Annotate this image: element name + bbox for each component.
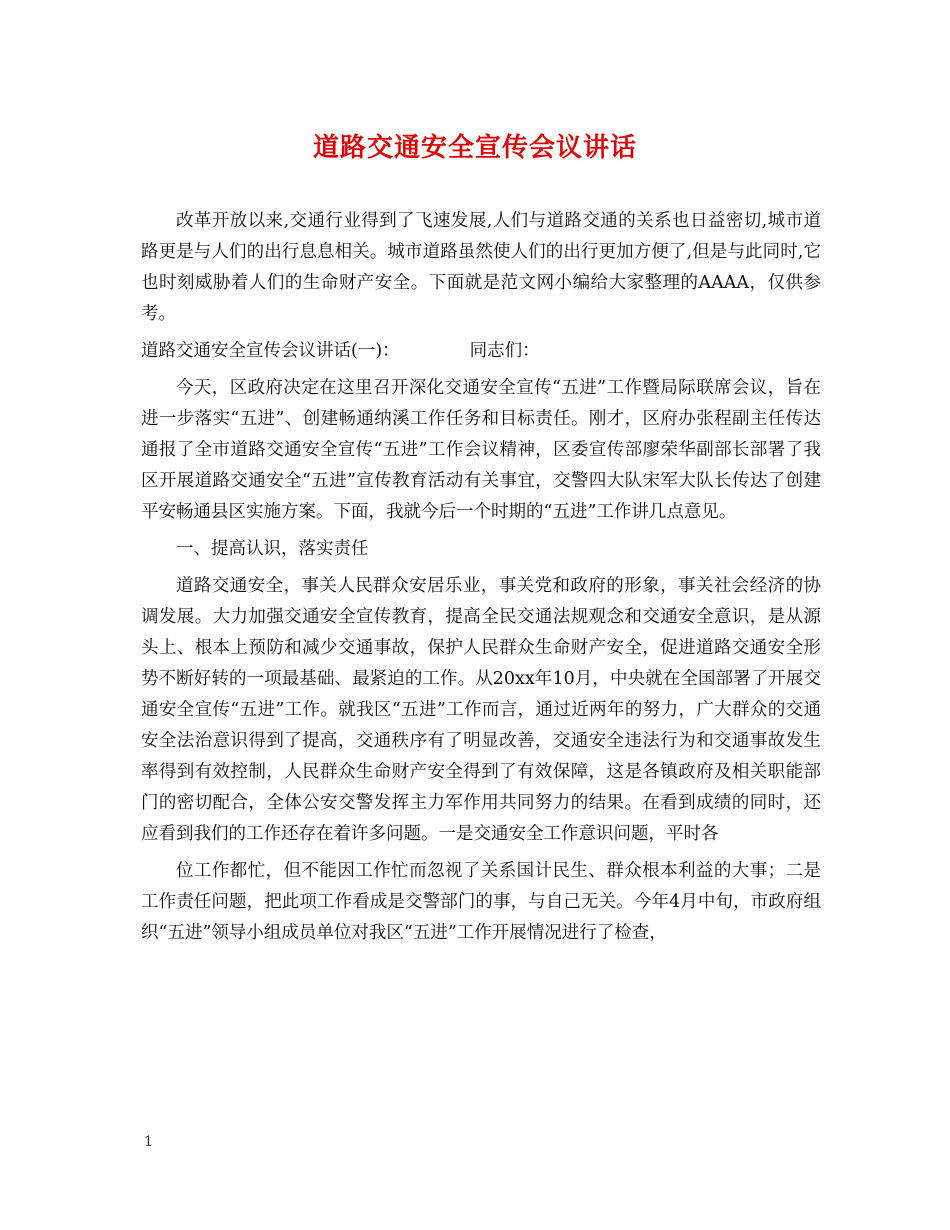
document-title: 道路交通安全宣传会议讲话 [312, 133, 637, 163]
page-number: 1 [144, 1134, 153, 1150]
speech-heading-line [141, 336, 821, 367]
intro-paragraph: 改革开放以来,交通行业得到了飞速发展,人们与道路交通的关系也日益密切,城市道路更是与人们的出行息息相关。城市道路虽然使人们的出行更加方便了,但是与此同时,它也时刻威胁着人们的生命财产安全。下面就是范文网小编给大家整理的AAAA，仅供参考。 [141, 211, 821, 324]
document-body [141, 206, 821, 949]
continuation-paragraph: 位工作都忙，但不能因工作忙而忽视了关系国计民生、群众根本利益的大事；二是工作责任问题，把此项工作看成是交警部门的事，与自己无关。今年4月中旬，市政府组织“五进”领导小组成员单位对我区“五进”工作开展情况进行了检查， [141, 861, 821, 943]
opening-paragraph: 今天，区政府决定在这里召开深化交通安全宣传“五进”工作暨局际联席会议，旨在进一步落实“五进”、创建畅通纳溪工作任务和目标责任。刚才，区府办张程副主任传达通报了全市道路交通安全宣传“五进”工作会议精神，区委宣传部廖荣华副部长部署了我区开展道路交通安全“五进”宣传教育活动有关事宜，交警四大队宋军大队长传达了创建平安畅通县区实施方案。下面，我就今后一个时期的“五进”工作讲几点意见。 [141, 378, 821, 522]
section-heading: 一、提高认识，落实责任 [176, 539, 369, 559]
body-paragraph: 道路交通安全，事关人民群众安居乐业，事关党和政府的形象，事关社会经济的协调发展。大力加强交通安全宣传教育，提高全民交通法规观念和交通安全意识，是从源头上、根本上预防和减少交通事故，保护人民群众生命财产安全，促进道路交通安全形势不断好转的一项最基础、最紧迫的工作。从20xx年10月，中央就在全国部署了开展交通安全宣传“五进”工作。就我区“五进”工作而言，通过近两年的努力，广大群众的交通安全法治意识得到了提高，交通秩序有了明显改善，交通安全违法行为和交通事故发生率得到有效控制，人民群众生命财产安全得到了有效保障，这是各镇政府及相关职能部门的密切配合，全体公安交警发挥主力军作用共同努力的结果。在看到成绩的同时，还应看到我们的工作还存在着许多问题。一是交通安全工作意识问题，平时各 [141, 576, 821, 844]
salutation: 同志们： [469, 341, 540, 361]
speech-heading: 道路交通安全宣传会议讲话(一)： [141, 341, 400, 361]
